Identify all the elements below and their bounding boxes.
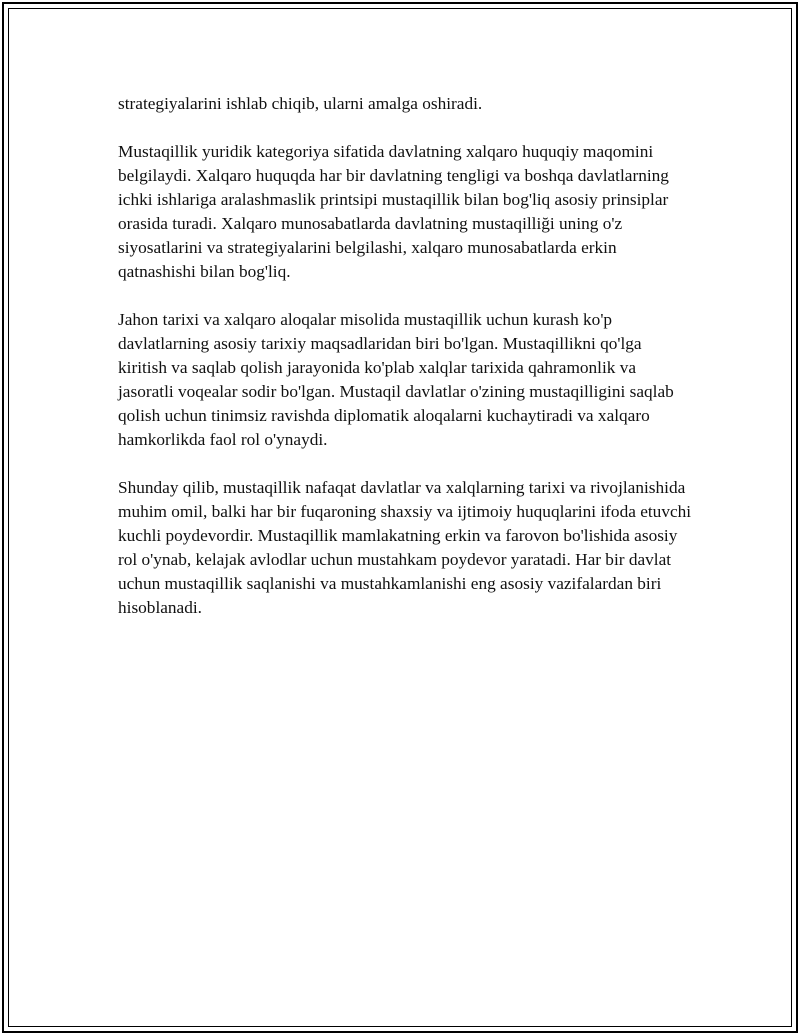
paragraph: Jahon tarixi va xalqaro aloqalar misolida mustaqillik uchun kurash ko'p davlatlarning asosiy tarixiy maqsadlaridan biri bo'lgan. Mustaqillikni qo'lga kiritish va saqlab qolish jarayonida ko'plab xalqlar tarixida qahramonlik va jasoratli voqealar sodir bo'lgan. Mustaqil davlatlar o'zining mustaqilligini saqlab qolish uchun tinimsiz ravishda diplomatik aloqalarni kuchaytiradi va xalqaro hamkorlikda faol rol o'ynaydi. [118,310,674,449]
paragraph: strategiyalarini ishlab chiqib, ularni amalga oshiradi. [118,94,483,113]
paragraph: Mustaqillik yuridik kategoriya sifatida davlatning xalqaro huquqiy maqomini belgilaydi. Xalqaro huquqda har bir davlatning tengligi va boshqa davlatlarning ichki ishlariga aralashmaslik printsipi mustaqillik bilan bog'liq asosiy prinsiplar orasida turadi. Xalqaro munosabatlarda davlatning mustaqilliği uning o'z siyosatlarini va strategiyalarini belgilashi, xalqaro munosabatlarda erkin qatnashishi bilan bog'liq. [118,142,669,281]
paragraph: Shunday qilib, mustaqillik nafaqat davlatlar va xalqlarning tarixi va rivojlanishida muhim omil, balki har bir fuqaroning shaxsiy va ijtimoiy huquqlarini ifoda etuvchi kuchli poydevordir. Mustaqillik mamlakatning erkin va farovon bo'lishida asosiy rol o'ynab, kelajak avlodlar uchun mustahkam poydevor yaratadi. Har bir davlat uchun mustaqillik saqlanishi va mustahkamlanishi eng asosiy vazifalardan biri hisoblanadi. [118,478,692,617]
document-body [118,92,693,644]
